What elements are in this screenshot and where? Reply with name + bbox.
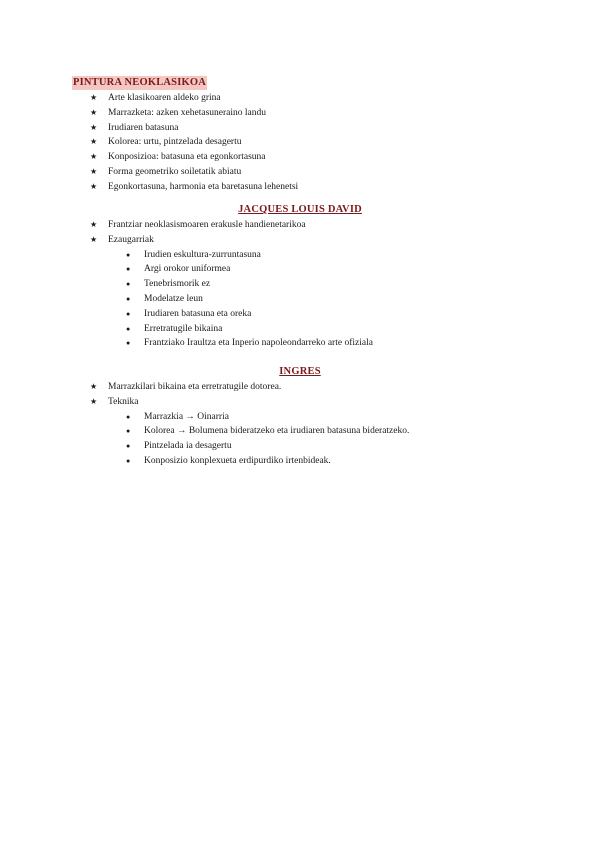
section-heading: JACQUES LOUIS DAVID	[238, 204, 362, 215]
dot-bullet-icon: ●	[126, 265, 131, 274]
star-bullet-icon: ★	[90, 396, 98, 406]
list-item: ● Modelatze leun	[0, 292, 600, 307]
list-item: ● Argi orokor uniformea	[0, 262, 600, 277]
list-item: ★ Konposizioa: batasuna eta egonkortasuna	[0, 150, 600, 165]
list-item: ★ Egonkortasuna, harmonia eta baretasuna lehenetsi	[0, 180, 600, 195]
list-item: ★ Teknika	[0, 395, 600, 410]
star-bullet-icon: ★	[90, 166, 98, 176]
dot-bullet-icon: ●	[126, 456, 131, 465]
list-item: ● Marrazkia → Oinarria	[0, 410, 600, 425]
star-bullet-icon: ★	[90, 234, 98, 244]
bullet-list	[0, 91, 600, 195]
star-bullet-icon: ★	[90, 122, 98, 132]
star-bullet-icon: ★	[90, 382, 98, 391]
dot-bullet-icon: ●	[126, 324, 131, 333]
section-jacques-louis-david	[0, 203, 600, 351]
list-item: ★ Ezaugarriak	[0, 233, 600, 248]
sub-bullet-list	[0, 248, 600, 352]
dot-bullet-icon: ●	[126, 309, 131, 318]
list-item: ★ Irudiaren batasuna	[0, 121, 600, 136]
section-ingres	[0, 365, 600, 469]
dot-bullet-icon: ●	[126, 442, 131, 451]
dot-bullet-icon: ●	[126, 412, 131, 421]
star-bullet-icon: ★	[90, 137, 98, 147]
section-pintura-neoklasikoa	[0, 72, 600, 195]
dot-bullet-icon: ●	[126, 250, 131, 259]
list-item: ● Kolorea → Bolumena bideratzeko eta irudiaren batasuna bideratzeko.	[0, 424, 600, 439]
list-item: ★ Frantziar neoklasismoaren erakusle handienetarikoa	[0, 218, 600, 233]
list-item: ★ Kolorea: urtu, pintzelada desagertu	[0, 135, 600, 150]
dot-bullet-icon: ●	[126, 339, 131, 348]
list-item: ● Pintzelada ia desagertu	[0, 439, 600, 454]
list-item: ★ Arte klasikoaren aldeko grina	[0, 91, 600, 106]
dot-bullet-icon: ●	[126, 427, 131, 436]
list-item: ★ Forma geometriko soiletatik abiatu	[0, 165, 600, 180]
dot-bullet-icon: ●	[126, 294, 131, 303]
star-bullet-icon: ★	[90, 181, 98, 191]
sub-bullet-list	[0, 410, 600, 469]
list-item: ★ Marrazketa: azken xehetasuneraino landu	[0, 106, 600, 121]
dot-bullet-icon: ●	[126, 280, 131, 289]
list-item: ● Irudien eskultura-zurruntasuna	[0, 248, 600, 263]
star-bullet-icon: ★	[90, 93, 98, 102]
star-bullet-icon: ★	[90, 107, 98, 117]
section-heading: INGRES	[279, 366, 321, 377]
list-item: ★ Marrazkilari bikaina eta erretratugile dotorea.	[0, 380, 600, 395]
list-item: ● Tenebrismorik ez	[0, 277, 600, 292]
star-bullet-icon: ★	[90, 152, 98, 162]
list-item: ● Frantziako Iraultza eta Inperio napoleondarreko arte ofiziala	[0, 336, 600, 351]
bullet-list	[0, 218, 600, 248]
section-heading: PINTURA NEOKLASIKOA	[73, 77, 207, 88]
bullet-list	[0, 380, 600, 410]
list-item: ● Konposizio konplexueta erdipurdiko irtenbideak.	[0, 454, 600, 469]
star-bullet-icon: ★	[90, 220, 98, 229]
list-item: ● Irudiaren batasuna eta oreka	[0, 307, 600, 322]
list-item: ● Erretratugile bikaina	[0, 322, 600, 337]
